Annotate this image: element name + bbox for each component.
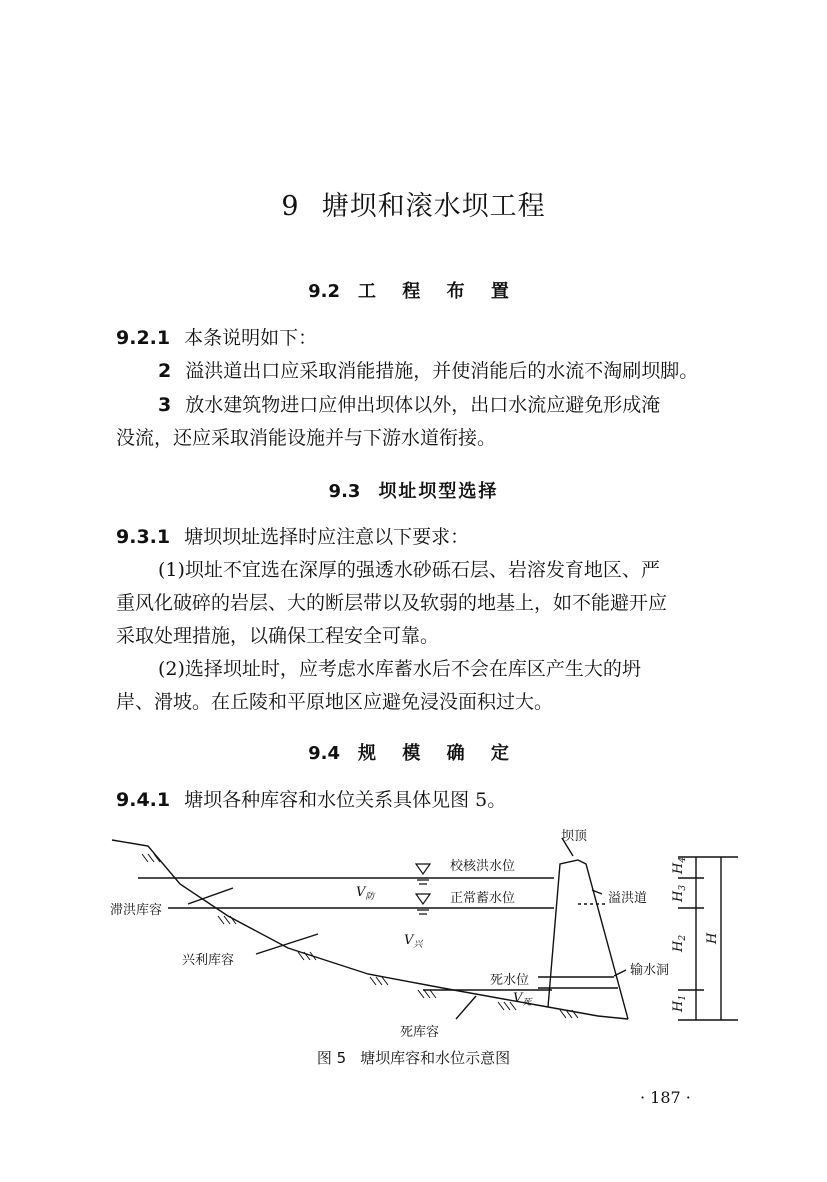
figure-number: 图 5: [316, 1049, 347, 1067]
label-h4: $H_4$: [671, 856, 688, 874]
clause-label: 9.2.1: [116, 327, 171, 349]
clause-9-4-1: [116, 787, 506, 813]
dead-storage-leader: [456, 996, 476, 1019]
reservoir-diagram: [108, 824, 748, 1042]
item-text: 溢洪道出口应采取消能措施，并使消能后的水流不淘刷坝脚。: [185, 360, 699, 382]
section-number: 9.3: [328, 481, 361, 502]
section-heading-9-4: [0, 739, 827, 765]
item-3-line1: [158, 392, 660, 418]
label-spillway: 溢洪道: [608, 891, 648, 906]
section-number: 9.4: [308, 743, 341, 764]
label-dam-top: 坝顶: [561, 829, 588, 844]
item-label: 2: [158, 360, 172, 382]
label-v-flood: $V_防$: [356, 885, 375, 902]
flood-storage-leader: [188, 888, 233, 904]
chapter-title-text: 塘坝和滚水坝工程: [321, 191, 546, 222]
label-h3: $H_3$: [671, 884, 688, 902]
item-label: 3: [158, 394, 172, 416]
clause-9-2-1: [116, 325, 317, 351]
item-3-line2: 没流，还应采取消能设施并与下游水道衔接。: [116, 427, 497, 449]
chapter-number: 9: [281, 191, 300, 222]
req-2-line1: (2)选择坝址时，应考虑水库蓄水后不会在库区产生大的坍: [158, 658, 641, 680]
req-1-line3: 采取处理措施，以确保工程安全可靠。: [116, 625, 440, 647]
section-number: 9.2: [308, 281, 341, 302]
label-useful-storage: 兴利库容: [182, 953, 235, 968]
left-bank-slope: [112, 840, 628, 1019]
label-h: H: [705, 932, 720, 944]
item-2: [158, 358, 698, 384]
label-h2: $H_2$: [671, 934, 688, 952]
label-dead-level: 死水位: [490, 973, 530, 988]
label-outlet: 输水洞: [630, 963, 670, 978]
label-normal-level: 正常蓄水位: [450, 891, 516, 906]
page-number: · 187 ·: [640, 1088, 691, 1107]
figure-caption-text: 塘坝库容和水位示意图: [360, 1049, 511, 1067]
section-heading-9-2: [0, 277, 827, 303]
chapter-title: [0, 184, 827, 223]
useful-storage-leader: [256, 934, 318, 954]
section-heading-9-3: [0, 477, 827, 503]
req-2-line2: 岸、滑坡。在丘陵和平原地区应避免浸没面积过大。: [116, 691, 554, 713]
label-v-useful: $V_兴$: [404, 933, 423, 950]
check-flood-level-triangle: [416, 864, 430, 874]
req-1-line1: (1)坝址不宜选在深厚的强透水砂砾石层、岩溶发育地区、严: [158, 559, 660, 581]
item-text: 放水建筑物进口应伸出坝体以外，出口水流应避免形成淹: [185, 394, 661, 416]
figure-caption: [0, 1047, 827, 1068]
dam-body: [548, 860, 628, 1019]
label-dead-storage: 死库容: [400, 1025, 440, 1040]
section-title: 规 模 确 定: [358, 743, 519, 764]
label-h1: $H_1$: [671, 994, 688, 1012]
clause-text: 塘坝各种库容和水位关系具体见图 5。: [184, 789, 507, 811]
clause-text: 塘坝坝址选择时应注意以下要求：: [184, 526, 470, 548]
normal-level-triangle: [416, 894, 430, 904]
clause-label: 9.3.1: [116, 526, 171, 548]
req-1-line2: 重风化破碎的岩层、大的断层带以及软弱的地基上，如不能避开应: [116, 592, 668, 614]
clause-text: 本条说明如下：: [184, 327, 318, 349]
section-title: 坝址坝型选择: [378, 481, 499, 502]
water-level-symbols: [416, 864, 430, 914]
clause-label: 9.4.1: [116, 789, 171, 811]
clause-9-3-1: [116, 524, 469, 550]
label-flood-storage: 滞洪库容: [110, 903, 163, 918]
section-title: 工 程 布 置: [358, 281, 519, 302]
label-check-flood-level: 校核洪水位: [450, 859, 516, 874]
label-v-dead: $V_死$: [513, 991, 532, 1008]
